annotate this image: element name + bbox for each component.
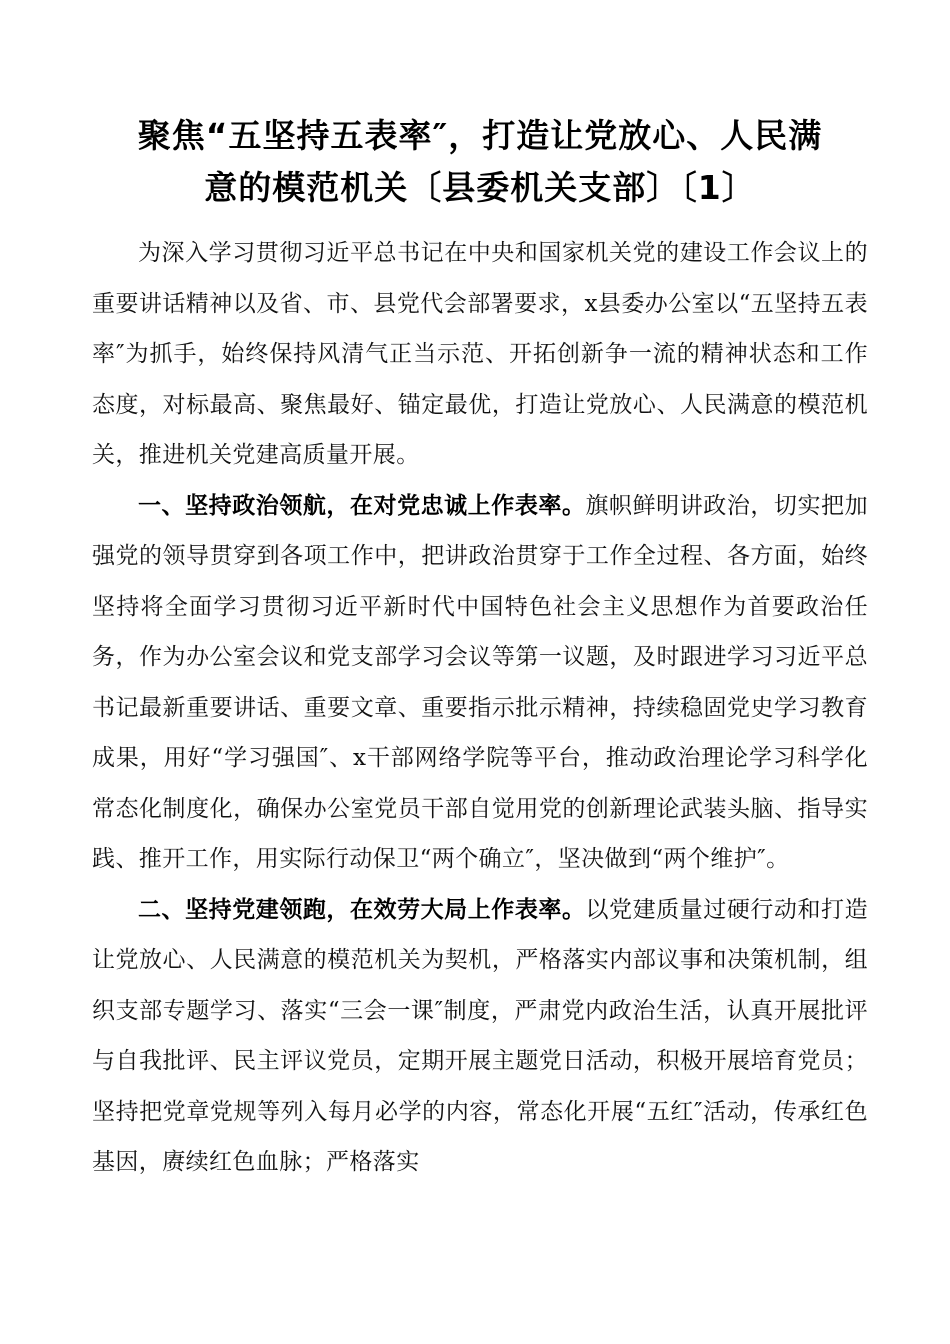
title-line-2: 意的模范机关〔县委机关支部〕〔1〕 bbox=[204, 168, 756, 207]
paragraph-body: 为深入学习贯彻习近平总书记在中央和国家机关党的建设工作会议上的重要讲话精神以及省、市、县党代会部署要求，x县委办公室以“五坚持五表率″为抓手，始终保持风清气正当示范、开拓创新争一流的精神状态和工作态度，对标最高、聚焦最好、锚定最优，打造让党放心、人民满意的模范机关，推进机关党建高质量开展。 bbox=[92, 240, 868, 468]
paragraph-body: 以党建质量过硬行动和打造让党放心、人民满意的模范机关为契机，严格落实内部议事和决策机制，组织支部专题学习、落实“三会一课″制度，严肃党内政治生活，认真开展批评与自我批评、民主评议党员，定期开展主题党日活动，积极开展培育党员；坚持把党章党规等列入每月必学的内容，常态化开展“五红″活动，传承红色基因，赓续红色血脉；严格落实 bbox=[92, 896, 868, 1175]
section-2-paragraph bbox=[92, 885, 868, 1188]
paragraph-body: 旗帜鲜明讲政治，切实把加强党的领导贯穿到各项工作中，把讲政治贯穿于工作全过程、各方面，始终坚持将全面学习贯彻习近平新时代中国特色社会主义思想作为首要政治任务，作为办公室会议和党支部学习会议等第一议题，及时跟进学习习近平总书记最新重要讲话、重要文章、重要指示批示精神，持续稳固党史学习教育成果，用好“学习强国″、x干部网络学院等平台，推动政治理论学习科学化常态化制度化，确保办公室党员干部自觉用党的创新理论武装头脑、指导实践、推开工作，用实际行动保卫“两个确立″，坚决做到“两个维护″。 bbox=[92, 492, 868, 872]
intro-paragraph bbox=[92, 228, 868, 481]
section-1-paragraph bbox=[92, 481, 868, 885]
document-title bbox=[92, 110, 868, 214]
title-line-1: 聚焦“五坚持五表率″，打造让党放心、人民满 bbox=[137, 116, 823, 155]
section-1-heading: 一、坚持政治领航，在对党忠诚上作表率。 bbox=[138, 492, 586, 519]
section-2-heading: 二、坚持党建领跑，在效劳大局上作表率。 bbox=[138, 896, 586, 923]
